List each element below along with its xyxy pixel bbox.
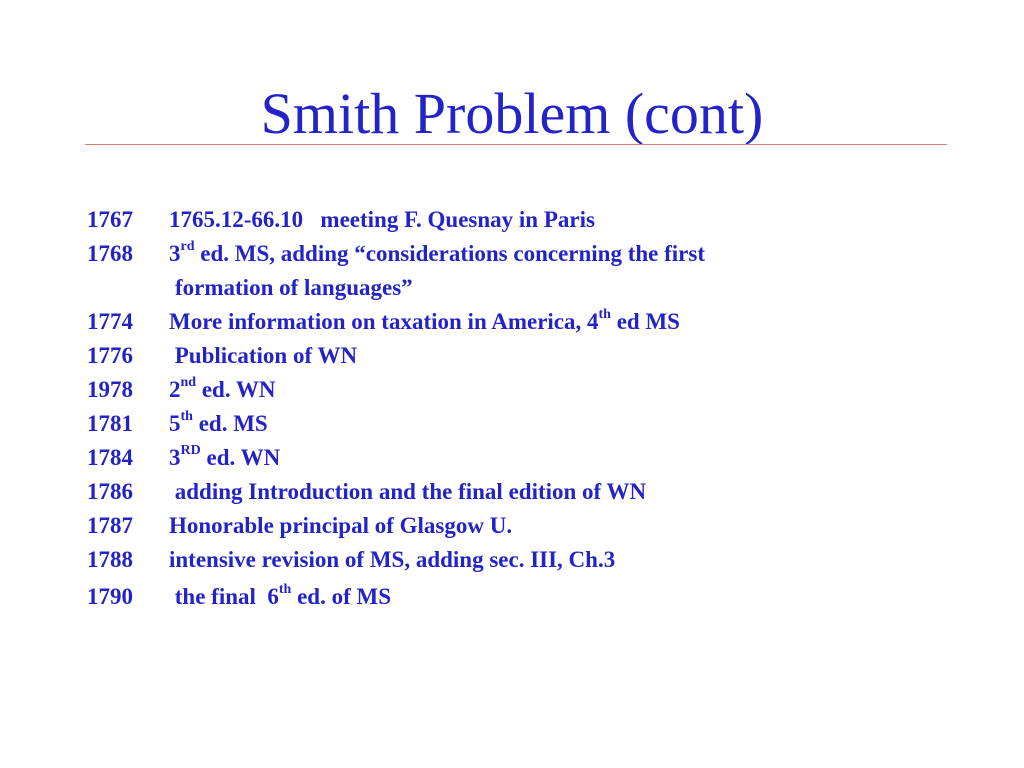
entry-year: 1786	[87, 479, 133, 504]
entry-year: 1978	[87, 377, 133, 402]
timeline-entry	[87, 509, 967, 543]
entry-year: 1768	[87, 241, 133, 266]
entry-text: adding Introduction and the final edition of WN	[169, 479, 647, 504]
entry-text: 5th ed. MS	[169, 409, 268, 436]
timeline-entry	[87, 339, 967, 373]
entry-year: 1787	[87, 513, 133, 538]
entry-text: the final 6th ed. of MS	[169, 582, 392, 609]
entry-year: 1784	[87, 445, 133, 470]
timeline-entry	[87, 475, 967, 509]
entry-year: 1767	[87, 207, 133, 232]
entry-year: 1790	[87, 584, 133, 609]
entry-text: 1765.12-66.10 meeting F. Quesnay in Paris	[169, 207, 595, 232]
timeline-entry	[87, 237, 967, 271]
timeline-entry	[87, 373, 967, 407]
entry-text: formation of languages”	[175, 275, 413, 300]
entry-year: 1788	[87, 547, 133, 572]
entry-text: Publication of WN	[169, 343, 358, 368]
entry-text: 2nd ed. WN	[169, 375, 276, 402]
title-divider	[85, 144, 947, 145]
entry-year: 1781	[87, 411, 133, 436]
entry-text: 3RD ed. WN	[169, 443, 281, 470]
entry-text: 3rd ed. MS, adding “considerations concerning the first	[169, 239, 705, 266]
timeline-entry-continuation	[87, 271, 967, 305]
slide-title: Smith Problem (cont)	[260, 81, 764, 146]
timeline-entry	[87, 203, 967, 237]
timeline-entry	[87, 305, 967, 339]
entry-text: Honorable principal of Glasgow U.	[169, 513, 513, 538]
timeline-entry	[87, 580, 967, 614]
entry-year: 1776	[87, 343, 133, 368]
timeline-entry	[87, 543, 967, 577]
timeline-entry	[87, 407, 967, 441]
timeline-entry	[87, 441, 967, 475]
entry-text: intensive revision of MS, adding sec. III, Ch.3	[169, 547, 616, 572]
entry-text: More information on taxation in America, 4th ed MS	[169, 307, 680, 334]
timeline-list	[87, 203, 967, 614]
entry-year: 1774	[87, 309, 133, 334]
